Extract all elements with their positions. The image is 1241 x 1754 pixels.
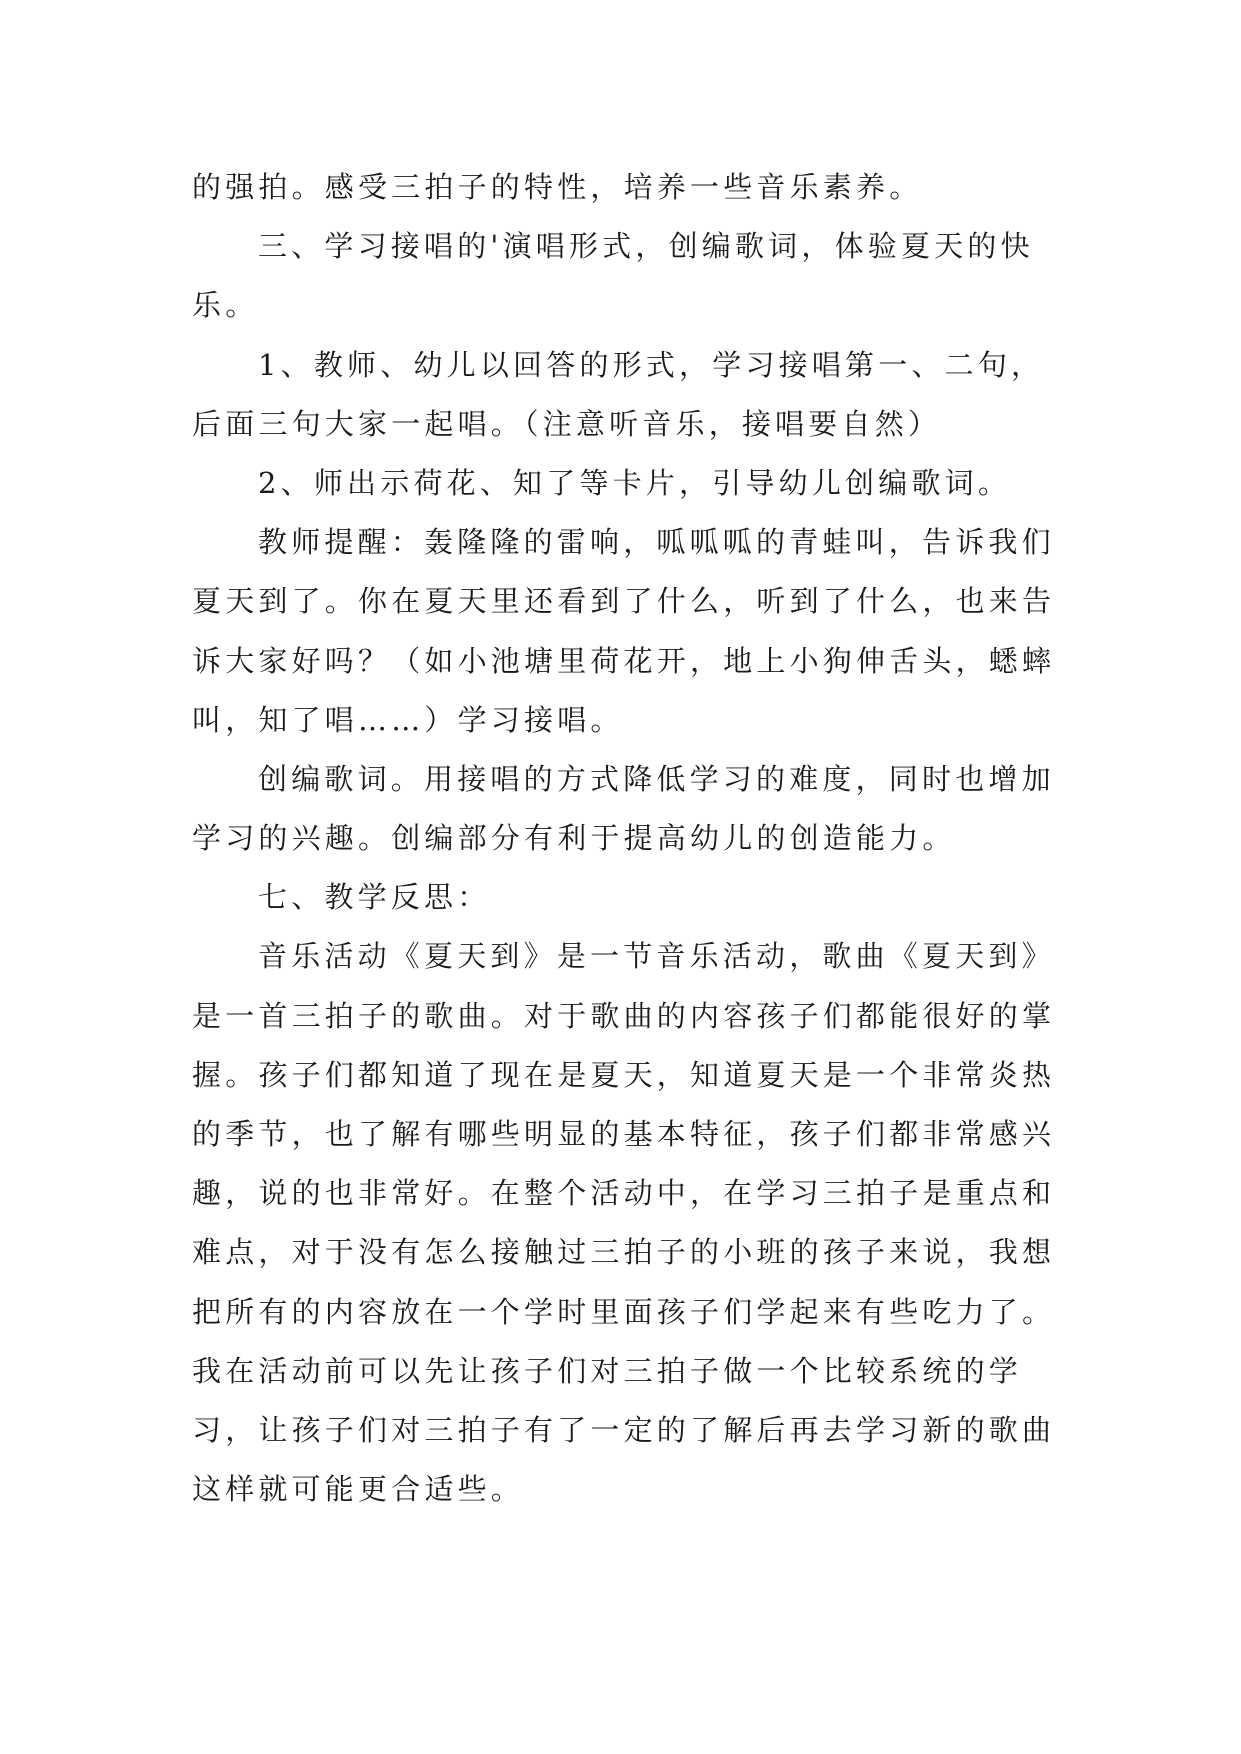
text-line: 趣，说的也非常好。在整个活动中，在学习三拍子是重点和 — [192, 1176, 1056, 1211]
text-line: 难点，对于没有怎么接触过三拍子的小班的孩子来说，我想 — [192, 1235, 1056, 1270]
text-line: 的季节，也了解有哪些明显的基本特征，孩子们都非常感兴 — [192, 1117, 1056, 1151]
document-body — [192, 158, 1056, 1519]
section-heading: 三、学习接唱的'演唱形式，创编歌词，体验夏天的快 — [258, 229, 1034, 264]
text-line: 的强拍。感受三拍子的特性，培养一些音乐素养。 — [192, 170, 923, 204]
text-line: 学习的兴趣。创编部分有利于提高幼儿的创造能力。 — [192, 821, 956, 856]
text-line: 是一首三拍子的歌曲。对于歌曲的内容孩子们都能很好的掌 — [192, 998, 1056, 1033]
text-line: 2、师出示荷花、知了等卡片，引导幼儿创编歌词。 — [258, 465, 1012, 500]
text-line: 把所有的内容放在一个学时里面孩子们学起来有些吃力了。 — [192, 1294, 1056, 1329]
text-line: 1、教师、幼儿以回答的形式，学习接唱第一、二句， — [258, 347, 1045, 382]
text-line: 夏天到了。你在夏天里还看到了什么，听到了什么，也来告 — [192, 584, 1056, 619]
text-line: 我在活动前可以先让孩子们对三拍子做一个比较系统的学 — [192, 1353, 1023, 1388]
text-line: 教师提醒：轰隆隆的雷响，呱呱呱的青蛙叫，告诉我们 — [258, 525, 1055, 560]
text-line: 握。孩子们都知道了现在是夏天，知道夏天是一个非常炎热 — [192, 1057, 1056, 1092]
text-line: 这样就可能更合适些。 — [192, 1472, 525, 1507]
text-line: 叫，知了唱……）学习接唱。 — [192, 702, 624, 737]
text-line: 后面三句大家一起唱。（注意听音乐，接唱要自然） — [192, 406, 942, 441]
text-line: 诉大家好吗？（如小池塘里荷花开，地上小狗伸舌头，蟋蟀 — [192, 643, 1056, 678]
section-heading: 七、教学反思： — [258, 880, 491, 915]
text-line: 音乐活动《夏天到》是一节音乐活动，歌曲《夏天到》 — [258, 939, 1055, 974]
text-line: 习，让孩子们对三拍子有了一定的了解后再去学习新的歌曲 — [192, 1412, 1056, 1447]
text-line: 乐。 — [192, 288, 259, 323]
text-line: 创编歌词。用接唱的方式降低学习的难度，同时也增加 — [258, 761, 1055, 796]
